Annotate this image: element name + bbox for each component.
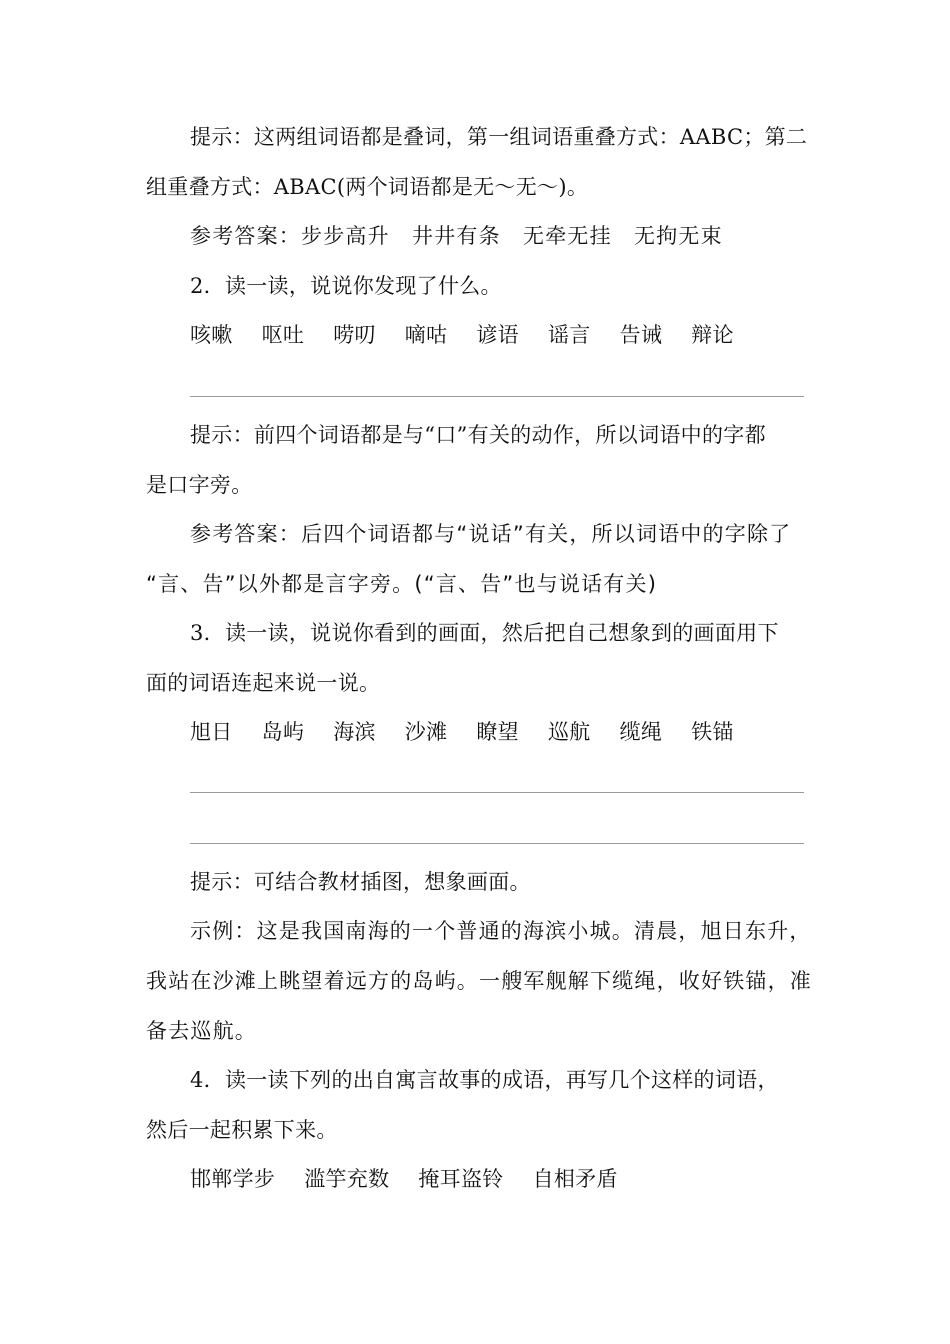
idiom-item: 自相矛盾 (532, 1167, 618, 1191)
question-3-line-1: 3．读一读，说说你看到的画面，然后把自己想象到的画面用下 (190, 621, 779, 645)
question-4-line-2: 然后一起积累下来。 (146, 1118, 338, 1142)
word-item: 咳嗽 (190, 323, 233, 347)
answer-writing-line (190, 843, 804, 844)
word-item: 嘀咕 (404, 323, 448, 347)
question-2-title: 2．读一读，说说你发现了什么。 (190, 274, 502, 298)
example-line-3: 备去巡航。 (146, 1019, 257, 1043)
word-item: 旭日 (190, 720, 233, 744)
question-3-line-2: 面的词语连起来说一说。 (146, 671, 381, 695)
answer-2-line-1: 参考答案：后四个词语都与“说话”有关，所以词语中的字除了 (190, 522, 792, 546)
word-item: 唠叨 (333, 323, 376, 347)
question-4-idiom-list (190, 1164, 640, 1194)
word-item: 缆绳 (619, 720, 663, 744)
word-item: 辩论 (691, 323, 734, 347)
example-line-2: 我站在沙滩上眺望着远方的岛屿。一艘军舰解下缆绳，收好铁锚，准 (146, 969, 812, 993)
word-item: 告诫 (619, 323, 663, 347)
question-2-word-list (190, 320, 756, 350)
idiom-item: 掩耳盗铃 (418, 1167, 504, 1191)
word-item: 巡航 (547, 720, 591, 744)
word-item: 岛屿 (261, 720, 305, 744)
question-3-word-list (190, 717, 756, 747)
answer-writing-line (190, 792, 804, 793)
example-line-1: 示例：这是我国南海的一个普通的海滨小城。清晨，旭日东升， (190, 919, 812, 943)
tip-1-line-1: 提示：这两组词语都是叠词，第一组词语重叠方式：AABC；第二 (190, 125, 808, 149)
answer-2-line-2: “言、告”以外都是言字旁。(“言、告”也与说话有关) (146, 572, 658, 596)
answer-writing-line (190, 396, 804, 397)
idiom-item: 滥竽充数 (304, 1167, 390, 1191)
word-item: 瞭望 (476, 720, 519, 744)
tip-2-line-1: 提示：前四个词语都是与“口”有关的动作，所以词语中的字都 (190, 423, 766, 447)
word-item: 谚语 (476, 323, 519, 347)
question-4-line-1: 4．读一读下列的出自寓言故事的成语，再写几个这样的词语， (190, 1068, 779, 1092)
tip-2-line-2: 是口字旁。 (146, 473, 253, 497)
tip-3: 提示：可结合教材插图，想象画面。 (190, 870, 531, 894)
tip-1-line-2: 组重叠方式：ABAC(两个词语都是无～无～)。 (146, 175, 589, 199)
word-item: 呕吐 (261, 323, 305, 347)
word-item: 谣言 (547, 323, 591, 347)
word-item: 沙滩 (404, 720, 448, 744)
idiom-item: 邯郸学步 (190, 1167, 276, 1191)
word-item: 海滨 (333, 720, 376, 744)
word-item: 铁锚 (691, 720, 734, 744)
answer-1: 参考答案：步步高升 井井有条 无牵无挂 无拘无束 (190, 224, 723, 248)
